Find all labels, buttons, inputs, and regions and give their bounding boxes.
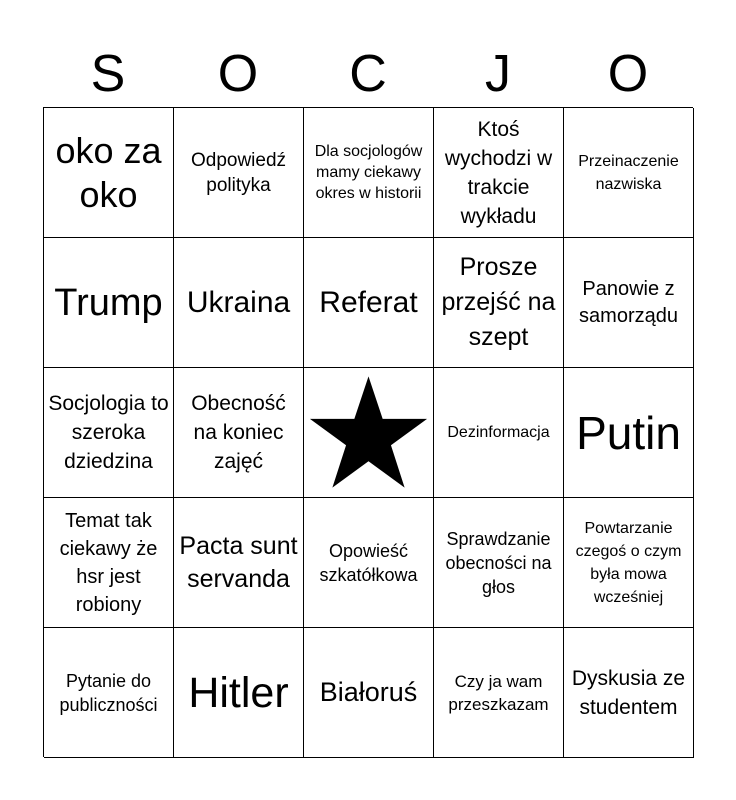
- cell-text: Powtarzanie czegoś o czym była mowa wcześniej: [575, 519, 682, 606]
- bingo-cell[interactable]: [564, 108, 694, 238]
- bingo-cell[interactable]: [304, 498, 434, 628]
- cell-text: Temat tak ciekawy że hsr jest robiony: [59, 509, 158, 616]
- bingo-cell[interactable]: [564, 498, 694, 628]
- bingo-cell[interactable]: [304, 238, 434, 368]
- cell-text: Trump: [54, 281, 163, 324]
- cell-text: Dyskusia ze studentem: [571, 666, 686, 719]
- bingo-cell[interactable]: [434, 238, 564, 368]
- free-space-cell[interactable]: [304, 368, 434, 498]
- bingo-grid: [43, 107, 693, 757]
- bingo-cell[interactable]: [174, 498, 304, 628]
- bingo-cell[interactable]: [44, 238, 174, 368]
- cell-text: Białoruś: [319, 677, 418, 707]
- header-letter-s: S: [90, 45, 126, 103]
- bingo-cell[interactable]: [434, 498, 564, 628]
- cell-text: Referat: [319, 285, 418, 319]
- cell-text: Prosze przejść na szept: [441, 253, 556, 351]
- bingo-cell[interactable]: [44, 368, 174, 498]
- bingo-cell[interactable]: [44, 108, 174, 238]
- cell-text: Panowie z samorządu: [579, 277, 678, 327]
- cell-text: Socjologia to szeroka dziedzina: [48, 392, 169, 473]
- bingo-header: [43, 42, 693, 106]
- cell-text: Czy ja wam przeszkazam: [448, 671, 549, 714]
- cell-text: oko za oko: [55, 129, 162, 215]
- cell-text: Sprawdzanie obecności na głos: [445, 528, 552, 597]
- bingo-cell[interactable]: [564, 368, 694, 498]
- bingo-cell[interactable]: [304, 628, 434, 758]
- bingo-cell[interactable]: [174, 368, 304, 498]
- bingo-cell[interactable]: [564, 238, 694, 368]
- cell-text: Pacta sunt servanda: [179, 531, 298, 593]
- bingo-cell[interactable]: [44, 628, 174, 758]
- header-letter-o1: O: [217, 45, 259, 103]
- header-letter-c: C: [349, 45, 387, 103]
- cell-text: Ukraina: [186, 285, 291, 319]
- cell-text: Dla socjologów mamy ciekawy okres w historii: [314, 143, 423, 202]
- cell-text: Odpowiedź polityka: [190, 149, 287, 196]
- cell-text: Putin: [576, 406, 681, 459]
- cell-text: Obecność na koniec zajęć: [191, 392, 286, 473]
- bingo-cell[interactable]: [174, 628, 304, 758]
- bingo-cell[interactable]: [434, 108, 564, 238]
- cell-text: Przeinaczenie nazwiska: [578, 152, 679, 193]
- cell-text: Opowieść szkatółkowa: [319, 540, 418, 585]
- cell-text: Hitler: [188, 668, 289, 717]
- header-letter-o2: O: [607, 45, 649, 103]
- cell-text: Pytanie do publiczności: [59, 670, 158, 715]
- bingo-cell[interactable]: [304, 108, 434, 238]
- bingo-cell[interactable]: [174, 108, 304, 238]
- bingo-cell[interactable]: [434, 628, 564, 758]
- bingo-cell[interactable]: [434, 368, 564, 498]
- bingo-cell[interactable]: [564, 628, 694, 758]
- cell-text: Dezinformacja: [447, 424, 550, 441]
- bingo-cell[interactable]: [174, 238, 304, 368]
- bingo-cell[interactable]: [44, 498, 174, 628]
- cell-text: Ktoś wychodzi w trakcie wykładu: [444, 117, 553, 228]
- header-letter-j: J: [485, 45, 511, 103]
- star-icon: [307, 371, 430, 495]
